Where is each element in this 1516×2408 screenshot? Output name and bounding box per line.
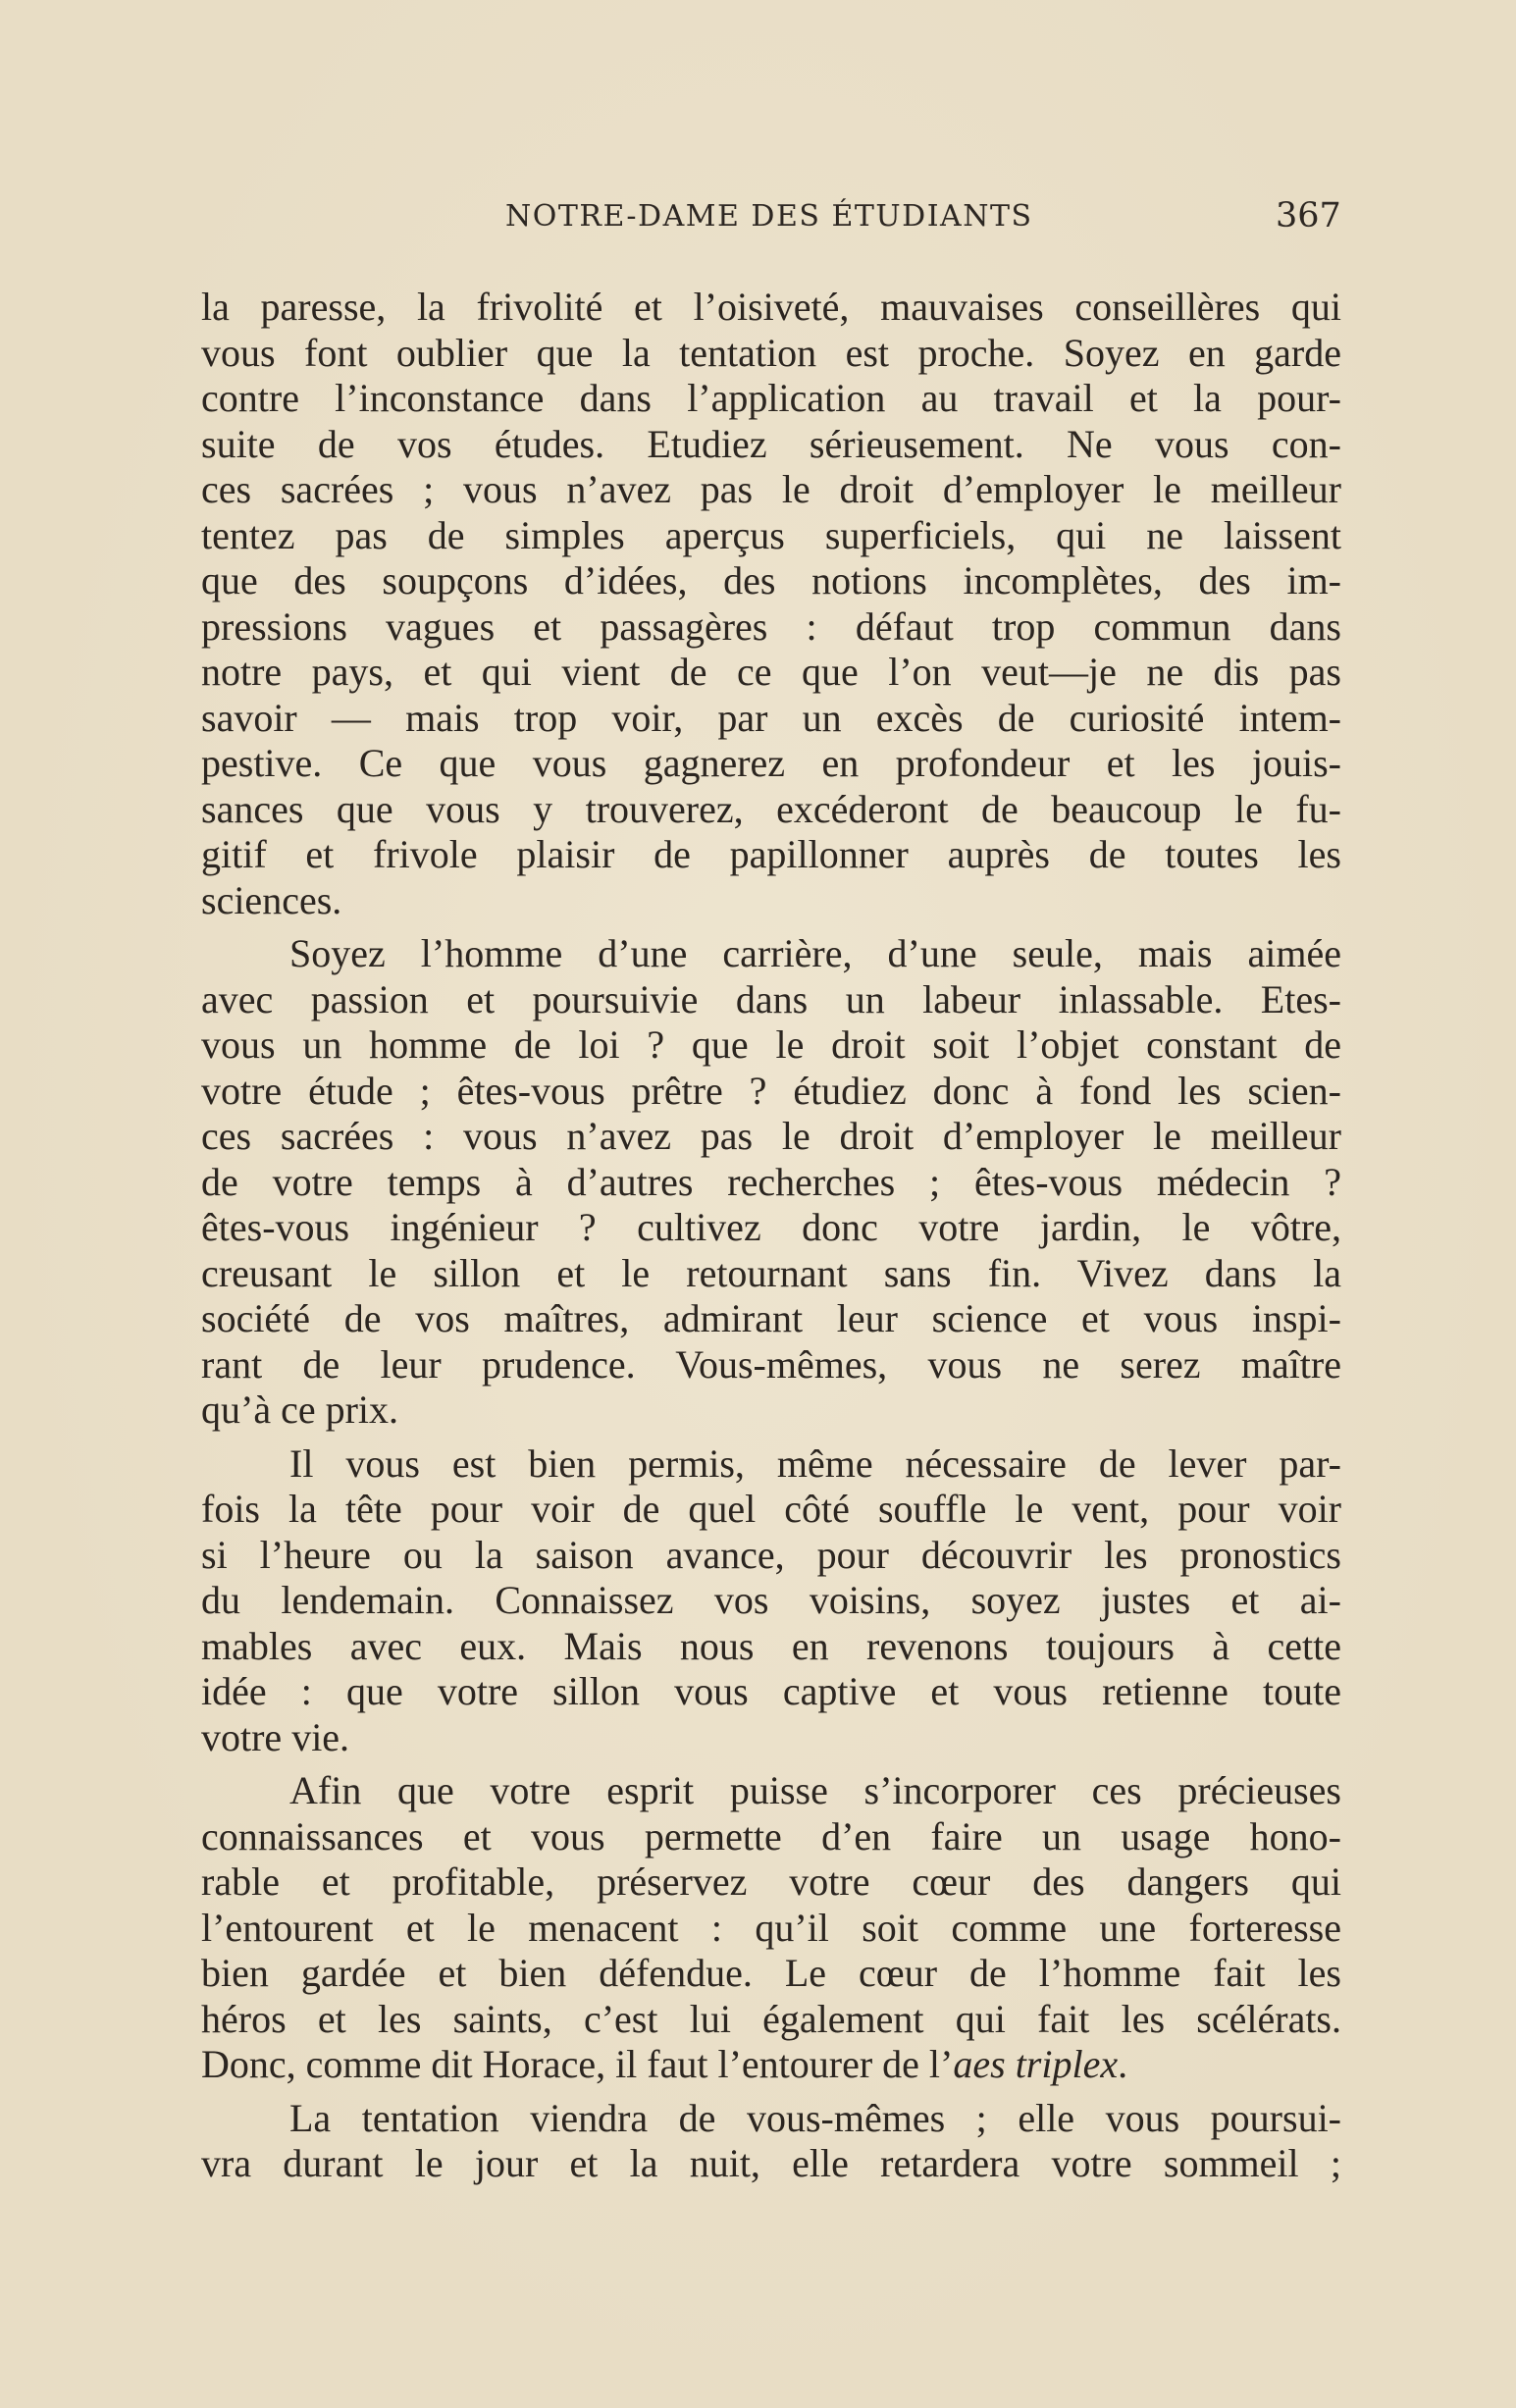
closing-line-prefix: Donc, comme dit Horace, il faut l’entourer de l’ [201, 2042, 954, 2086]
text-line: tentez pas de simples aperçus superficiels, qui ne laissent [201, 512, 1341, 557]
text-line: Soyez l’homme d’une carrière, d’une seule, mais aimée [289, 931, 1341, 975]
text-line: Afin que votre esprit puisse s’incorporer ces précieuses [289, 1768, 1341, 1812]
text-line: rant de leur prudence. Vous-mêmes, vous ne serez maître [201, 1341, 1341, 1387]
text-line: que des soupçons d’idées, des notions incomplètes, des im- [201, 558, 1341, 602]
text-line: rable et profitable, préservez votre cœur des dangers qui [201, 1859, 1341, 1904]
paragraph-1 [201, 285, 1341, 923]
text-line: du lendemain. Connaissez vos voisins, soyez justes et ai- [201, 1578, 1341, 1622]
text-line: votre vie. [201, 1714, 350, 1759]
text-line: héros et les saints, c’est lui également qui fait les scélérats. [201, 1996, 1341, 2041]
text-line: vous font oublier que la tentation est proche. Soyez en garde [201, 330, 1341, 375]
text-line: connaissances et vous permette d’en faire un usage hono- [201, 1813, 1341, 1858]
text-line: votre étude ; êtes-vous prêtre ? étudiez donc à fond les scien- [201, 1068, 1341, 1113]
text-line: avec passion et poursuivie dans un labeur inlassable. Etes- [201, 976, 1341, 1021]
text-line: pressions vagues et passagères : défaut trop commun dans [201, 603, 1341, 649]
text-line: mables avec eux. Mais nous en revenons toujours à cette [201, 1623, 1341, 1668]
paragraph-4 [201, 1768, 1341, 2088]
text-line: êtes-vous ingénieur ? cultivez donc votre jardin, le vôtre, [201, 1205, 1341, 1249]
paragraph-5 [201, 2096, 1341, 2187]
text-line: fois la tête pour voir de quel côté souffle le vent, pour voir [201, 1487, 1341, 1531]
text-line: si l’heure ou la saison avance, pour découvrir les pronostics [201, 1532, 1341, 1577]
text-line: l’entourent et le menacent : qu’il soit comme une forteresse [201, 1905, 1341, 1950]
text-line: vra durant le jour et la nuit, elle retardera votre sommeil ; [201, 2141, 1341, 2185]
text-line: bien gardée et bien défendue. Le cœur de l’homme fait les [201, 1951, 1341, 1995]
text-line: suite de vos études. Etudiez sérieusement. Ne vous con- [201, 421, 1341, 466]
text-line: La tentation viendra de vous-mêmes ; elle vous poursui- [289, 2095, 1341, 2140]
text-line: savoir — mais trop voir, par un excès de curiosité intem- [201, 695, 1341, 740]
text-line: ces sacrées : vous n’avez pas le droit d’employer le meilleur [201, 1114, 1341, 1158]
running-head-title: NOTRE-DAME DES ÉTUDIANTS [505, 199, 1033, 234]
text-line: gitif et frivole plaisir de papillonner auprès de toutes les [201, 832, 1341, 876]
text-line: contre l’inconstance dans l’application au travail et la pour- [201, 376, 1341, 420]
text-line: vous un homme de loi ? que le droit soit l’objet constant de [201, 1022, 1341, 1067]
text-line: société de vos maîtres, admirant leur science et vous inspi- [201, 1296, 1341, 1340]
closing-line-suffix: . [1118, 2042, 1128, 2086]
page-number: 367 [1276, 196, 1341, 236]
paragraph-2 [201, 931, 1341, 1434]
text-line: pestive. Ce que vous gagnerez en profondeur et les jouis- [201, 741, 1341, 785]
text-line: idée : que votre sillon vous captive et vous retienne toute [201, 1669, 1341, 1713]
paragraph-3 [201, 1441, 1341, 1761]
text-line: creusant le sillon et le retournant sans fin. Vivez dans la [201, 1250, 1341, 1295]
text-line: sciences. [201, 877, 342, 922]
closing-line [201, 2042, 1341, 2088]
text-line: de votre temps à d’autres recherches ; êtes-vous médecin ? [201, 1159, 1341, 1204]
body-text [201, 285, 1341, 2187]
text-line: qu’à ce prix. [201, 1387, 399, 1432]
text-line: notre pays, et qui vient de ce que l’on veut—je ne dis pas [201, 650, 1341, 694]
latin-phrase: aes triplex [953, 2042, 1119, 2086]
text-line: la paresse, la frivolité et l’oisiveté, mauvaises conseillères qui [201, 285, 1341, 329]
text-line: sances que vous y trouverez, excéderont de beaucoup le fu- [201, 786, 1341, 831]
text-line: Il vous est bien permis, même nécessaire de lever par- [289, 1440, 1341, 1486]
text-line: ces sacrées ; vous n’avez pas le droit d’employer le meilleur [201, 467, 1341, 511]
